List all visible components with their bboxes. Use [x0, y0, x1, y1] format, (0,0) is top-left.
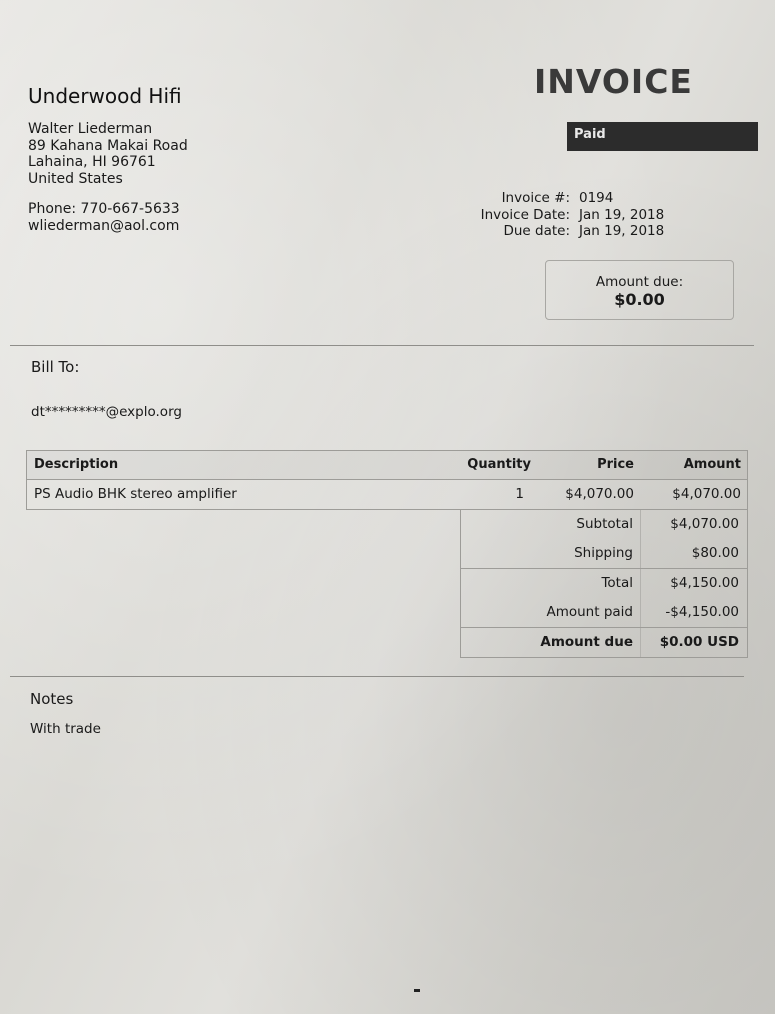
- amount-paid-row: [461, 598, 747, 627]
- table-row: [26, 480, 748, 510]
- seller-email: wliederman@aol.com: [28, 217, 180, 234]
- notes-heading: Notes: [30, 690, 74, 708]
- column-divider: [640, 510, 641, 539]
- bill-to-heading: Bill To:: [31, 358, 80, 376]
- paper-mark: [414, 989, 420, 992]
- row-price: $4,070.00: [565, 486, 634, 502]
- header-description: Description: [34, 457, 119, 472]
- due-date: Jan 19, 2018: [579, 223, 665, 239]
- status-badge: Paid: [567, 122, 758, 151]
- line-items-table: [26, 450, 748, 510]
- seller-phone: Phone: 770-667-5633: [28, 201, 180, 217]
- shipping-row: [461, 539, 747, 568]
- header-amount: Amount: [683, 457, 741, 472]
- shipping-value: $80.00: [691, 545, 739, 561]
- header-price: Price: [597, 457, 634, 472]
- divider: [10, 676, 744, 677]
- invoice-meta-values: [579, 190, 664, 240]
- total-value: $4,150.00: [670, 575, 739, 591]
- seller-address: [28, 121, 188, 187]
- invoice-date-label: Invoice Date:: [480, 206, 570, 223]
- invoice-meta-labels: [452, 190, 570, 240]
- divider: [10, 345, 754, 346]
- due-date-label: Due date:: [503, 223, 570, 239]
- table-header: [26, 450, 748, 480]
- subtotal-value: $4,070.00: [670, 516, 739, 532]
- subtotal-label: Subtotal: [576, 516, 633, 532]
- seller-city-state-zip: Lahaina, HI 96761: [28, 154, 156, 170]
- amount-due-box-label: Amount due:: [595, 274, 684, 290]
- amount-due-box-value: $0.00: [614, 290, 665, 309]
- amount-paid-value: -$4,150.00: [665, 604, 739, 620]
- row-description: PS Audio BHK stereo amplifier: [34, 486, 237, 502]
- totals-table: [460, 510, 748, 658]
- shipping-label: Shipping: [574, 545, 633, 561]
- seller-street: 89 Kahana Makai Road: [28, 137, 188, 154]
- invoice-number-label: Invoice #:: [501, 190, 570, 206]
- total-row: [461, 568, 747, 598]
- column-divider: [640, 598, 641, 627]
- column-divider: [640, 569, 641, 598]
- column-divider: [640, 539, 641, 568]
- invoice-title: INVOICE: [534, 62, 693, 101]
- row-quantity: 1: [515, 486, 524, 502]
- row-amount: $4,070.00: [672, 486, 741, 502]
- seller-contact: [28, 201, 180, 234]
- invoice-date: Jan 19, 2018: [579, 206, 665, 223]
- company-name: Underwood Hifi: [28, 84, 182, 108]
- bill-to-email: dt*********@explo.org: [31, 404, 182, 420]
- seller-country: United States: [28, 170, 123, 187]
- notes-text: With trade: [30, 721, 101, 737]
- header-quantity: Quantity: [467, 457, 531, 472]
- amount-due-row: [461, 627, 747, 657]
- subtotal-row: [461, 510, 747, 539]
- amount-due-label: Amount due: [540, 634, 633, 650]
- seller-contact-name: Walter Liederman: [28, 121, 153, 137]
- invoice-number: 0194: [579, 190, 614, 206]
- amount-due-value: $0.00 USD: [659, 634, 739, 650]
- total-label: Total: [601, 575, 633, 591]
- column-divider: [640, 628, 641, 657]
- amount-paid-label: Amount paid: [546, 604, 633, 620]
- amount-due-box: [545, 260, 734, 320]
